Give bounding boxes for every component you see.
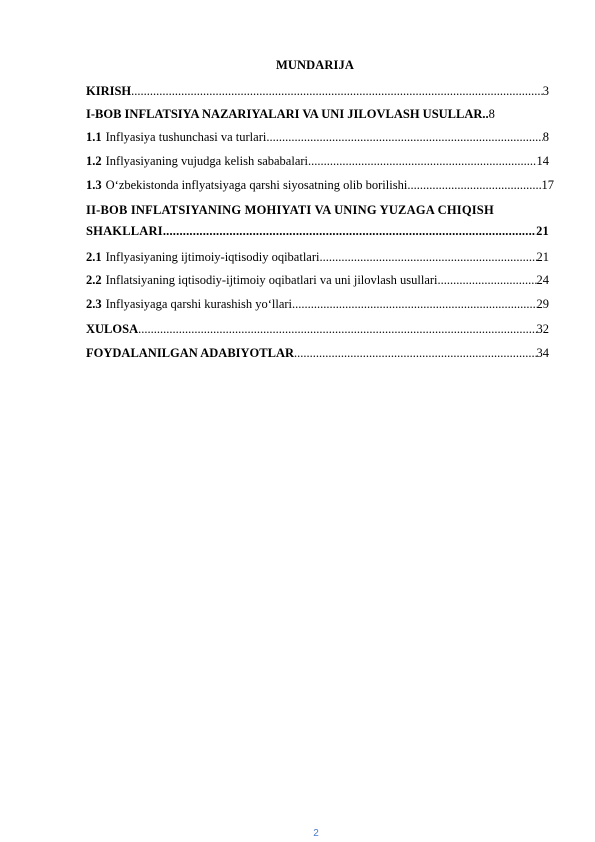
toc-leader [407,178,541,193]
chapter-2-title-line-1: II-BOB INFLATSIYANING MOHIYATI VA UNING YUZAGA CHIQISH [86,203,494,217]
toc-entry-label: FOYDALANILGAN ADABIYOTLAR [86,346,295,360]
toc-entry-number: 1.3 [86,178,102,192]
toc-entry-page: 17 [541,178,554,192]
toc-leader [292,297,536,312]
toc-entry-page: 32 [536,322,549,336]
toc-leader [138,322,536,337]
toc-entry-1-1[interactable] [86,130,549,145]
toc-entry-chapter-1[interactable] [86,107,549,122]
toc-entry-kirish[interactable] [86,84,549,99]
toc-entry-page: 21 [536,224,549,238]
toc-leader [163,221,536,242]
toc-entry-label: Inflyasiyaning ijtimoiy-iqtisodiy oqibatlari [105,250,320,264]
toc-entry-page: 24 [536,273,549,287]
toc-entry-label: XULOSA [86,322,139,336]
toc-entry-page: 21 [536,250,549,264]
toc-entry-adabiyotlar[interactable] [86,346,549,361]
toc-leader [294,346,536,361]
toc-entry-2-2[interactable] [86,273,549,288]
page-title: MUNDARIJA [276,58,354,72]
toc-entry-page: 3 [542,84,549,98]
toc-entry-label: KIRISH [86,84,132,98]
chapter-2-title-line-2-row [86,221,549,242]
toc-entry-1-3[interactable] [86,178,554,193]
chapter-2-title-line-2: SHAKLLARI [86,224,163,238]
toc-leader [266,130,542,145]
toc-entry-label: Inflyasiyaga qarshi kurashish yo‘llari [105,297,293,311]
toc-entry-number: 2.3 [86,297,102,311]
page-number: 2 [313,828,319,839]
toc-entry-2-3[interactable] [86,297,549,312]
toc-entry-label: Inflyasiyaning vujudga kelish sababalari [105,154,308,168]
toc-entry-label: Inflatsiyaning iqtisodiy-ijtimoiy oqibatlari va uni jilovlash usullari [105,273,438,287]
toc-entry-page: 34 [536,346,549,360]
toc-entry-chapter-2[interactable] [86,200,549,242]
toc-entry-number: 2.1 [86,250,102,264]
toc-entry-label: O‘zbekistonda inflyatsiyaga qarshi siyosatning olib borilishi [105,178,408,192]
toc-entry-1-2[interactable] [86,154,549,169]
toc-entry-number: 1.1 [86,130,102,144]
toc-entry-page: 8 [488,107,495,121]
toc-leader [131,84,543,99]
toc-entry-page: 29 [536,297,549,311]
toc-leader [308,154,537,169]
toc-leader [320,250,537,265]
toc-entry-page: 8 [542,130,549,144]
toc-leader [438,273,537,288]
toc-entry-number: 2.2 [86,273,102,287]
toc-entry-2-1[interactable] [86,250,549,265]
toc-entry-xulosa[interactable] [86,322,549,337]
toc-entry-page: 14 [536,154,549,168]
toc-entry-label: Inflyasiya tushunchasi va turlari [105,130,267,144]
toc-entry-number: 1.2 [86,154,102,168]
toc-entry-label: I-BOB INFLATSIYA NAZARIYALARI VA UNI JILOVLASH USULLAR.. [86,107,489,121]
